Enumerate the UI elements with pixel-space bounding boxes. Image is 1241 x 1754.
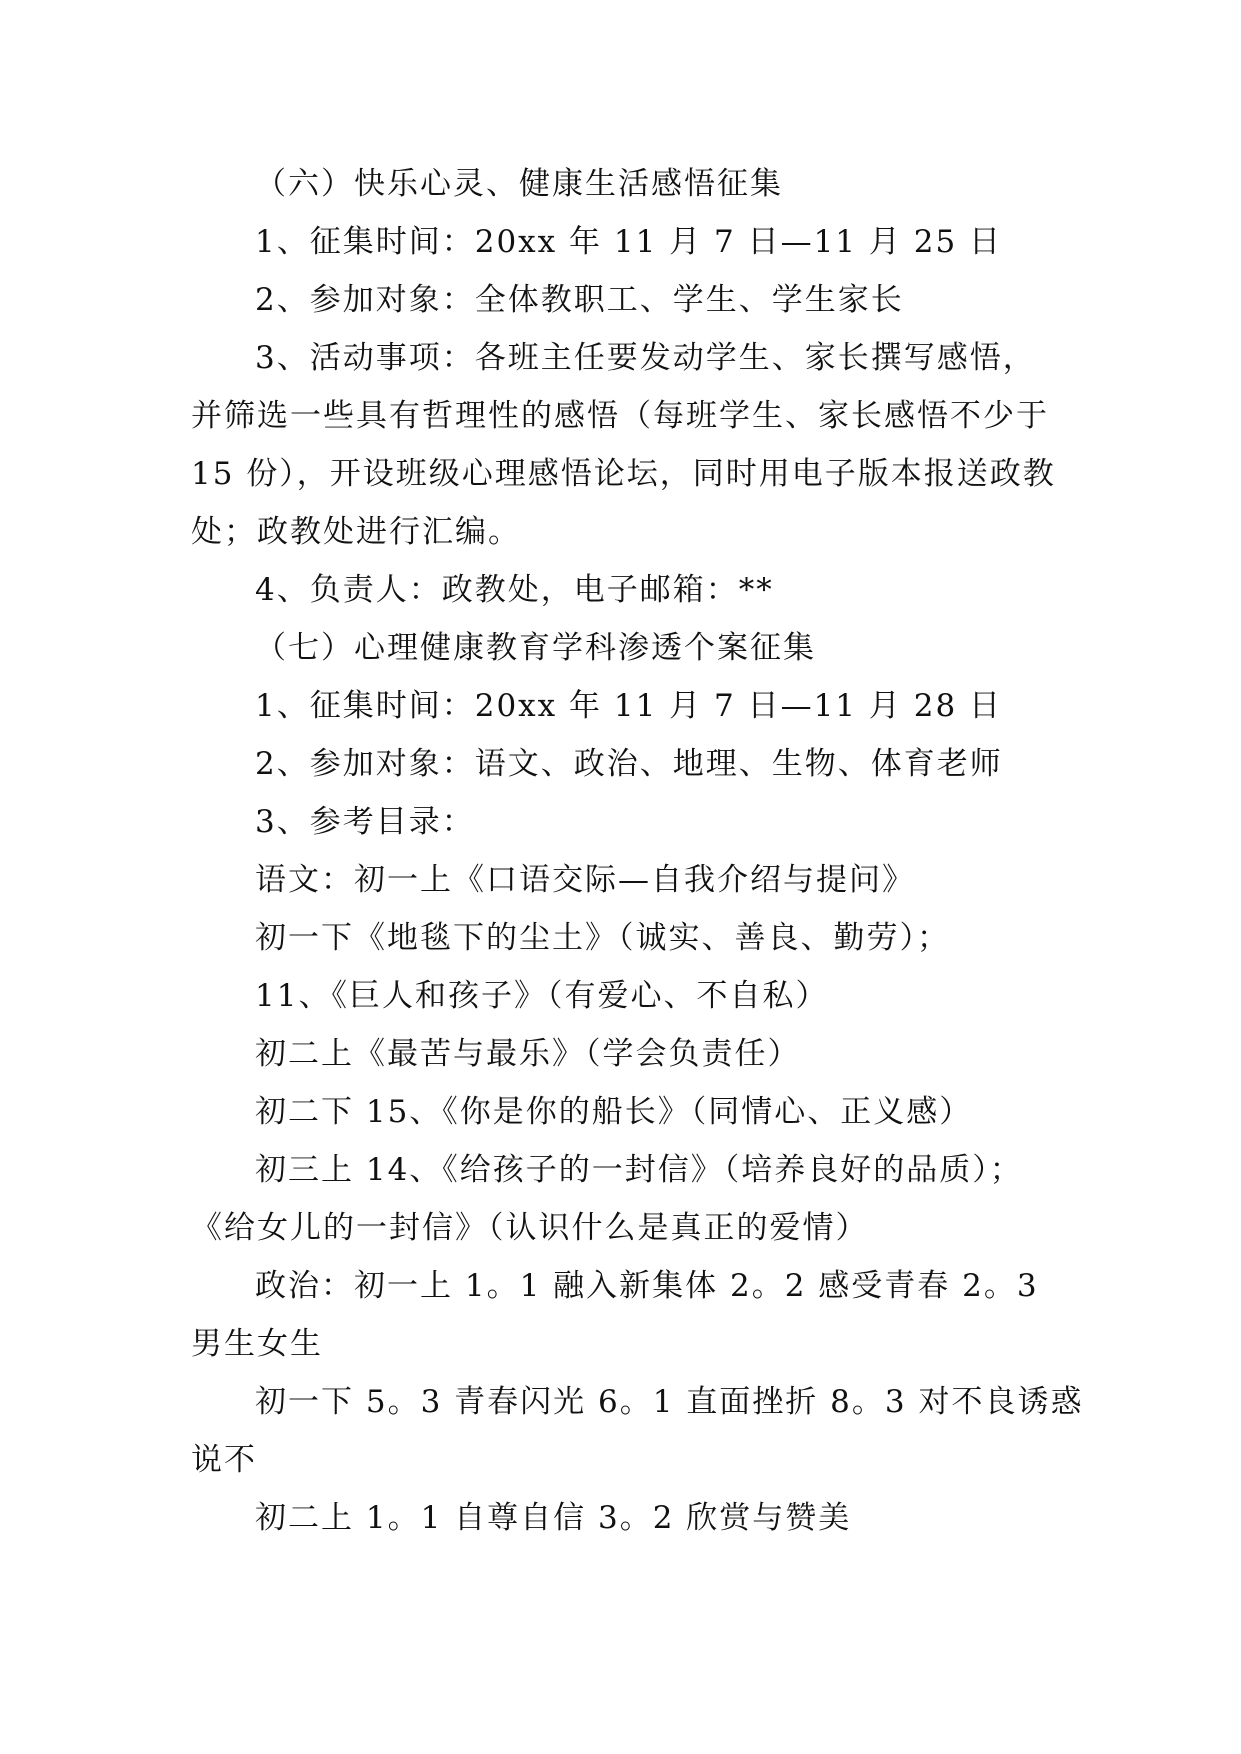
paragraph-line: 并筛选一些具有哲理性的感悟（每班学生、家长感悟不少于 <box>191 398 1049 434</box>
paragraph-line: 11、《巨人和孩子》（有爱心、不自私） <box>255 978 829 1014</box>
paragraph-line: 初三上 14、《给孩子的一封信》（培养良好的品质）； <box>255 1152 1023 1188</box>
paragraph-line: 1、征集时间：20xx 年 11 月 7 日—11 月 25 日 <box>255 224 1003 260</box>
paragraph-line: 说不 <box>191 1442 257 1478</box>
paragraph-line: 15 份），开设班级心理感悟论坛，同时用电子版本报送政教 <box>191 456 1056 492</box>
paragraph-line: 初二上《最苦与最乐》（学会负责任） <box>255 1036 801 1072</box>
paragraph-line: 政治：初一上 1。1 融入新集体 2。2 感受青春 2。3 <box>255 1268 1039 1304</box>
paragraph-line: 初二下 15、《你是你的船长》（同情心、正义感） <box>255 1094 973 1130</box>
section-heading-six: （六）快乐心灵、健康生活感悟征集 <box>255 166 783 202</box>
paragraph-line: 《给女儿的一封信》（认识什么是真正的爱情） <box>191 1210 869 1246</box>
paragraph-line: 4、负责人：政教处，电子邮箱：** <box>255 572 774 608</box>
paragraph-line: 初一下《地毯下的尘土》（诚实、善良、勤劳）； <box>255 920 950 956</box>
document-body <box>191 155 1084 1547</box>
paragraph-line: 2、参加对象：全体教职工、学生、学生家长 <box>255 282 904 318</box>
paragraph-line: 3、活动事项：各班主任要发动学生、家长撰写感悟， <box>255 340 1036 376</box>
paragraph-line: 男生女生 <box>191 1326 323 1362</box>
paragraph-line: 3、参考目录： <box>255 804 475 840</box>
paragraph-line: 1、征集时间：20xx 年 11 月 7 日—11 月 28 日 <box>255 688 1003 724</box>
paragraph-line: 2、参加对象：语文、政治、地理、生物、体育老师 <box>255 746 1003 782</box>
paragraph-line: 处；政教处进行汇编。 <box>191 514 521 550</box>
paragraph-line: 语文：初一上《口语交际—自我介绍与提问》 <box>255 862 915 898</box>
paragraph-line: 初一下 5。3 青春闪光 6。1 直面挫折 8。3 对不良诱惑 <box>255 1384 1084 1420</box>
section-heading-seven: （七）心理健康教育学科渗透个案征集 <box>255 630 816 666</box>
paragraph-line: 初二上 1。1 自尊自信 3。2 欣赏与赞美 <box>255 1500 852 1536</box>
